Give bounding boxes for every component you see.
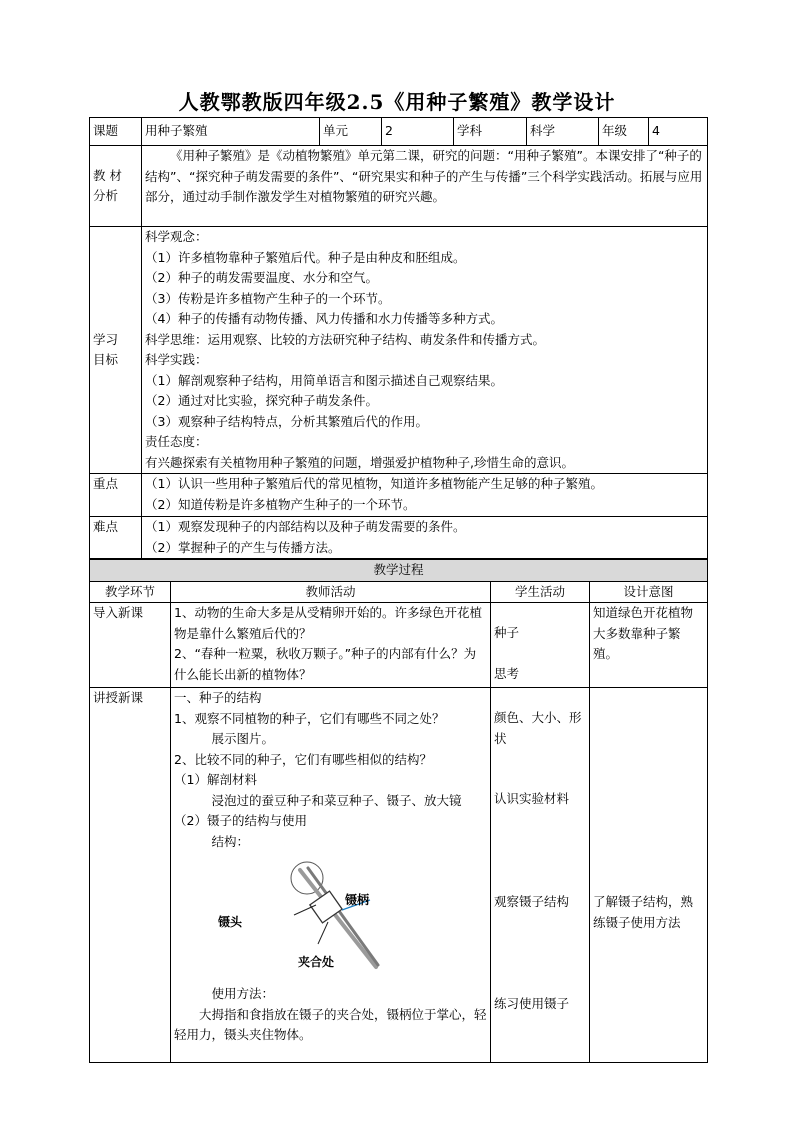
process-header: 教学过程 [90,560,708,582]
intent-intro: 知道绿色开花植物大多数靠种子繁殖。 [590,603,708,688]
key-point-line: （2）知道传粉是许多植物产生种子的一个环节。 [145,496,416,512]
lecture-structure: 结构： [211,833,250,849]
student-lecture-3: 观察镊子结构 [494,893,570,909]
analysis-label [90,146,142,227]
unit-label: 单元 [320,118,382,146]
topic-label: 课题 [90,118,142,146]
goal-line: （3）观察种子结构特点，分析其繁殖后代的作用。 [145,413,428,429]
grade-value: 4 [649,118,708,146]
goals-label [90,227,142,474]
page-title: 人教鄂教版四年级2.5《用种子繁殖》教学设计 [178,90,616,114]
lecture-materials: 浸泡过的蚕豆种子和菜豆种子、镊子、放大镜 [211,792,462,808]
difficulties-label: 难点 [90,517,142,559]
lecture-sub2: （2）镊子的结构与使用 [174,813,307,828]
goals-content [142,227,708,474]
key-point-line: （1）认识一些用种子繁殖后代的常见植物，知道许多植物能产生足够的种子繁殖。 [145,476,603,491]
goal-line: 科学实践： [145,352,208,367]
column-header-teacher: 教师活动 [171,581,491,603]
goal-line: 责任态度： [145,434,208,449]
stage-intro: 导入新课 [90,603,171,688]
lecture-usage-text: 大拇指和食指放在镊子的夹合处，镊柄位于掌心，轻轻用力，镊头夹住物体。 [174,1006,487,1042]
unit-value: 2 [382,118,454,146]
student-lecture-1: 颜色、大小、形状 [494,710,582,746]
lecture-heading: 一、种子的结构 [174,690,262,705]
goal-line: （2）通过对比实验，探究种子萌发条件。 [145,393,378,408]
grade-label: 年级 [599,118,649,146]
goal-line: （2）种子的萌发需要温度、水分和空气。 [145,270,378,285]
lecture-show: 展示图片。 [211,731,275,746]
goal-line: （3）传粉是许多植物产生种子的一个环节。 [145,290,391,306]
goal-line: 有兴趣探索有关植物用种子繁殖的问题，增强爱护植物种子,珍惜生命的意识。 [145,454,574,470]
label-tweezer-head: 镊头 [218,915,243,929]
goal-line: （1）解剖观察种子结构，用简单语言和图示描述自己观察结果。 [145,372,503,388]
student-lecture [491,688,590,1063]
key-points-label: 重点 [90,474,142,517]
teaching-process-table [89,559,708,1063]
goals-label-line1: 学习 [93,331,119,347]
teacher-intro-q1: 1、动物的生命大多是从受精卵开始的。许多绿色开花植物是靠什么繁殖后代的？ [174,605,482,641]
analysis-text: 《用种子繁殖》是《动植物繁殖》单元第二课，研究的问题：“用种子繁殖”。本课安排了“种子的结构”、“探究种子萌发需要的条件”、“研究果实和种子的产生与传播”三个科学实践活动。拓展与应用部分，通过动手制作激发学生对植物繁殖的研究兴趣。 [142,146,708,227]
table-row [90,688,708,1063]
lecture-usage: 使用方法： [211,986,275,1001]
difficulty-line: （1）观察发现种子的内部结构以及种子萌发需要的条件。 [145,519,466,534]
student-intro-2: 思考 [494,665,520,681]
key-points-content [142,474,708,517]
column-header-stage: 教学环节 [90,581,171,603]
student-intro [491,603,590,688]
difficulty-line: （2）掌握种子的产生与传播方法。 [145,539,341,555]
tweezers-figure [174,852,487,984]
goals-label-line2: 目标 [93,352,119,367]
teacher-intro-q2: 2、“春种一粒粟，秋收万颗子。”种子的内部有什么？为什么能长出新的植物体？ [174,646,477,682]
intent-lecture-text: 了解镊子结构，熟练镊子使用方法 [593,894,694,930]
teacher-intro [171,603,491,688]
column-header-student: 学生活动 [491,581,590,603]
column-header-intent: 设计意图 [590,581,708,603]
subject-label: 学科 [454,118,527,146]
label-line-clamp [318,922,328,944]
teacher-lecture [171,688,491,1063]
student-lecture-4: 练习使用镊子 [494,996,570,1011]
analysis-label-line1: 教 材 [93,167,122,183]
label-tweezer-handle: 镊柄 [345,893,370,907]
goal-line: 科学思维：运用观察、比较的方法研究种子结构、萌发条件和传播方式。 [145,331,546,347]
analysis-label-line2: 分析 [93,188,119,203]
lecture-sub1: （1）解剖材料 [174,772,257,787]
student-lecture-2: 认识实验材料 [494,791,570,806]
topic-value: 用种子繁殖 [142,118,320,146]
lesson-info-table [89,117,708,559]
label-tweezer-clamp: 夹合处 [298,955,335,969]
lecture-q1: 1、观察不同植物的种子，它们有哪些不同之处？ [174,710,445,726]
student-intro-1: 种子 [494,625,520,640]
goal-line: （4）种子的传播有动物传播、风力传播和水力传播等多种方式。 [145,311,503,326]
lecture-q2: 2、比较不同的种子，它们有哪些相似的结构？ [174,751,432,767]
stage-lecture: 讲授新课 [90,688,171,1063]
table-row [90,603,708,688]
goal-line: （1）许多植物靠种子繁殖后代。种子是由种皮和胚组成。 [145,249,466,265]
goal-line: 科学观念： [145,229,208,244]
intent-lecture [590,688,708,1063]
difficulties-content [142,517,708,559]
subject-value: 科学 [527,118,599,146]
